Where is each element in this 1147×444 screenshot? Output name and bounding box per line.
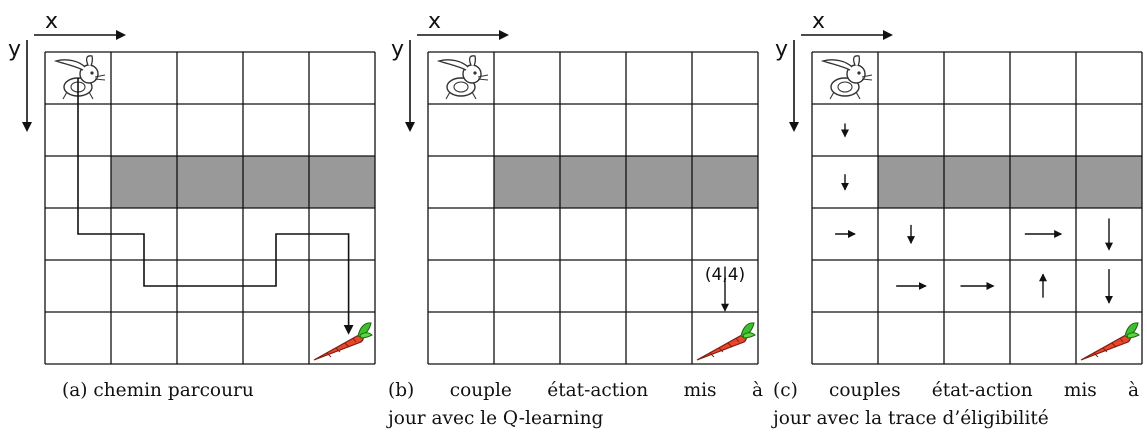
- caption-b-word-3: mis: [683, 380, 717, 401]
- caption-a-word-2: parcouru: [167, 380, 254, 401]
- caption-a-label: (a): [62, 380, 88, 401]
- caption-c-word-2: état-action: [931, 380, 1033, 401]
- rabbit-icon: [823, 56, 872, 99]
- grid: [428, 52, 758, 364]
- caption-c-word-4: à: [1127, 380, 1139, 401]
- caption-c-word-1: couples: [828, 380, 901, 401]
- caption-b: [388, 377, 763, 433]
- panel-a: [8, 9, 375, 364]
- caption-c-label: (c): [773, 380, 798, 401]
- caption-a-word-1: chemin: [93, 380, 162, 401]
- x-axis-label: x: [428, 9, 442, 34]
- caption-c-line-2: jour avec la trace d’éligibilité: [773, 408, 1049, 429]
- caption-b-label: (b): [388, 380, 415, 401]
- grid: [812, 52, 1142, 364]
- y-axis-label: y: [391, 37, 405, 62]
- caption-b-word-1: couple: [449, 380, 512, 401]
- carrot-icon: [1081, 323, 1139, 360]
- x-axis-label: x: [45, 9, 59, 34]
- panel-b: [391, 9, 758, 364]
- carrot-icon: [314, 323, 372, 360]
- caption-a: [62, 377, 362, 405]
- y-axis-label: y: [775, 37, 789, 62]
- rabbit-icon: [439, 56, 488, 99]
- carrot-icon: [697, 323, 755, 360]
- caption-b-line-2: jour avec le Q-learning: [388, 408, 604, 429]
- y-axis-label: y: [8, 37, 22, 62]
- x-axis-label: x: [812, 9, 826, 34]
- rabbit-icon: [56, 56, 105, 99]
- grid: [45, 52, 375, 364]
- caption-c: [773, 377, 1139, 433]
- caption-b-word-4: à: [751, 380, 763, 401]
- state-coordinate-label: (4,4): [704, 265, 746, 285]
- caption-b-word-2: état-action: [547, 380, 649, 401]
- panel-c: [775, 9, 1142, 364]
- caption-c-word-3: mis: [1063, 380, 1097, 401]
